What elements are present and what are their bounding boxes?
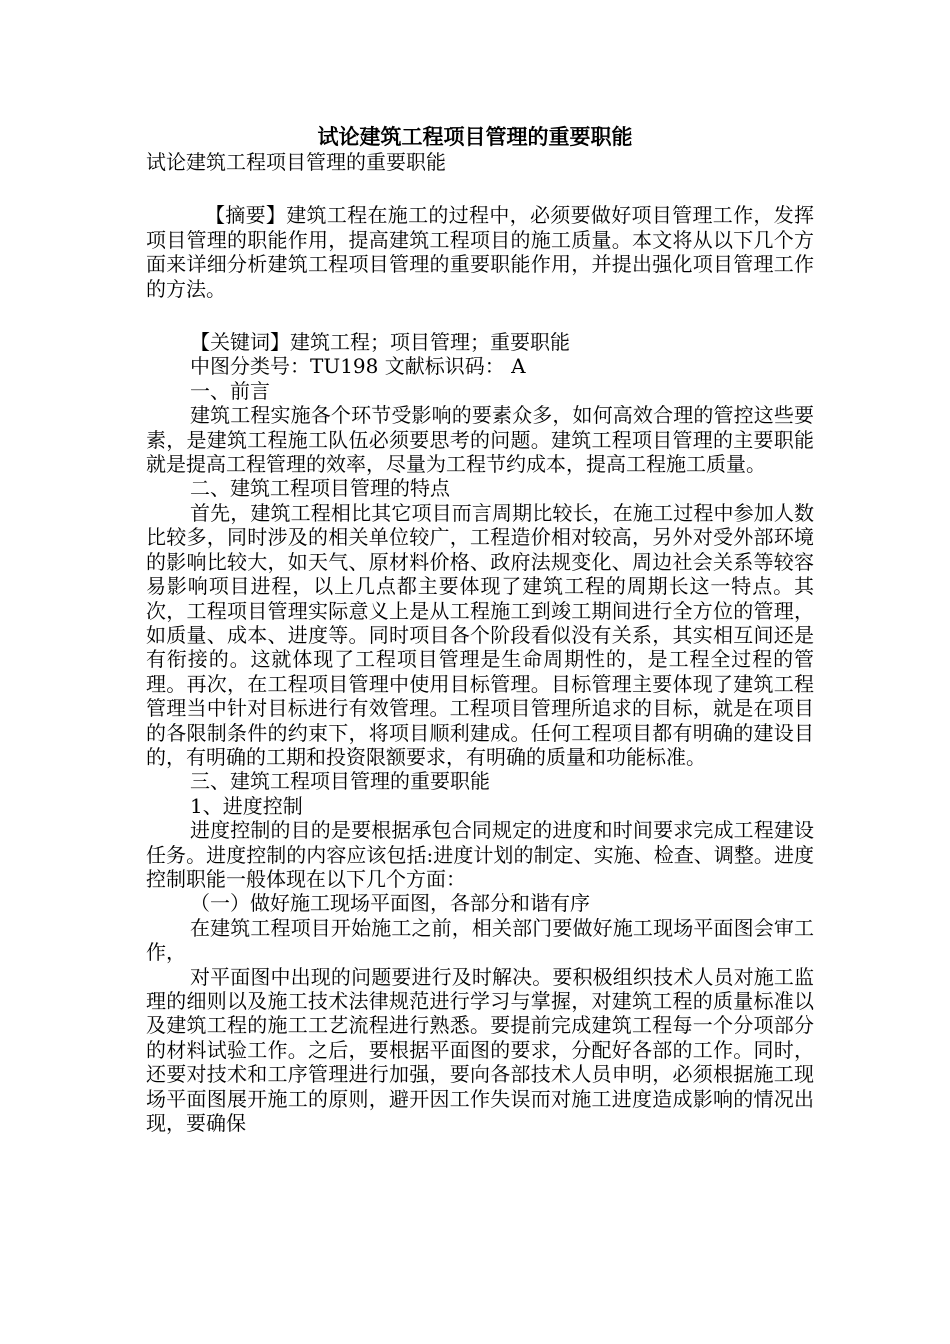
section-3-paragraph-2: 在建筑工程项目开始施工之前，相关部门要做好施工现场平面图会审工作， [146,915,814,965]
spacer [146,174,814,203]
document-title: 试论建筑工程项目管理的重要职能 [317,124,633,149]
document-body [146,150,814,1135]
section-3-paragraph-3: 对平面图中出现的问题要进行及时解决。要积极组织技术人员对施工监理的细则以及施工技术法律规范进行学习与掌握，对建筑工程的质量标准以及建筑工程的施工工艺流程进行熟悉。要提前完成建筑工程每一个分项部分的材料试验工作。之后，要根据平面图的要求，分配好各部的工作。同时，还要对技术和工序管理进行加强，要向各部技术人员申明，必须根据施工现场平面图展开施工的原则，避开因工作失误而对施工进度造成影响的情况出现，要确保 [146,964,814,1136]
section-3-paragraph-1: 进度控制的目的是要根据承包合同规定的进度和时间要求完成工程建设任务。进度控制的内容应该包括:进度计划的制定、实施、检查、调整。进度控制职能一般体现在以下几个方面： [146,818,814,891]
section-heading-1: 一、前言 [190,378,270,403]
section-heading-3: 三、建筑工程项目管理的重要职能 [190,769,490,794]
subsection-heading-1: 1、进度控制 [190,793,303,818]
section-heading-2: 二、建筑工程项目管理的特点 [190,476,450,501]
spacer [146,301,814,330]
section-1-paragraph: 建筑工程实施各个环节受影响的要素众多，如何高效合理的管控这些要素，是建筑工程施工队伍必须要思考的问题。建筑工程项目管理的主要职能就是提高工程管理的效率，尽量为工程节约成本，提高工程施工质量。 [146,403,814,477]
keywords-line: 【关键词】建筑工程；项目管理；重要职能 [190,330,570,355]
list-item-heading: （一）做好施工现场平面图，各部分和谐有序 [190,891,590,916]
section-2-paragraph: 首先，建筑工程相比其它项目而言周期比较长，在施工过程中参加人数比较多，同时涉及的相关单位较广，工程造价相对较高，另外对受外部环境的影响比较大，如天气、原材料价格、政府法规变化、周边社会关系等较容易影响项目进程，以上几点都主要体现了建筑工程的周期长这一特点。其次，工程项目管理实际意义上是从工程施工到竣工期间进行全方位的管理，如质量、成本、进度等。同时项目各个阶段看似没有关系，其实相互间还是有衔接的。这就体现了工程项目管理是生命周期性的，是工程全过程的管理。再次，在工程项目管理中使用目标管理。目标管理主要体现了建筑工程管理当中针对目标进行有效管理。工程项目管理所追求的目标，就是在项目的各限制条件的约束下，将项目顺利建成。任何工程项目都有明确的建设目的，有明确的工期和投资限额要求，有明确的质量和功能标准。 [146,500,814,769]
classification-line: 中图分类号：TU198 文献标识码： A [190,354,526,379]
abstract-paragraph: 【摘要】建筑工程在施工的过程中，必须要做好项目管理工作，发挥项目管理的职能作用，提高建筑工程项目的施工质量。本文将从以下几个方面来详细分析建筑工程项目管理的重要职能作用，并提出强化项目管理工作的方法。 [146,203,814,301]
document-subtitle: 试论建筑工程项目管理的重要职能 [146,150,446,174]
